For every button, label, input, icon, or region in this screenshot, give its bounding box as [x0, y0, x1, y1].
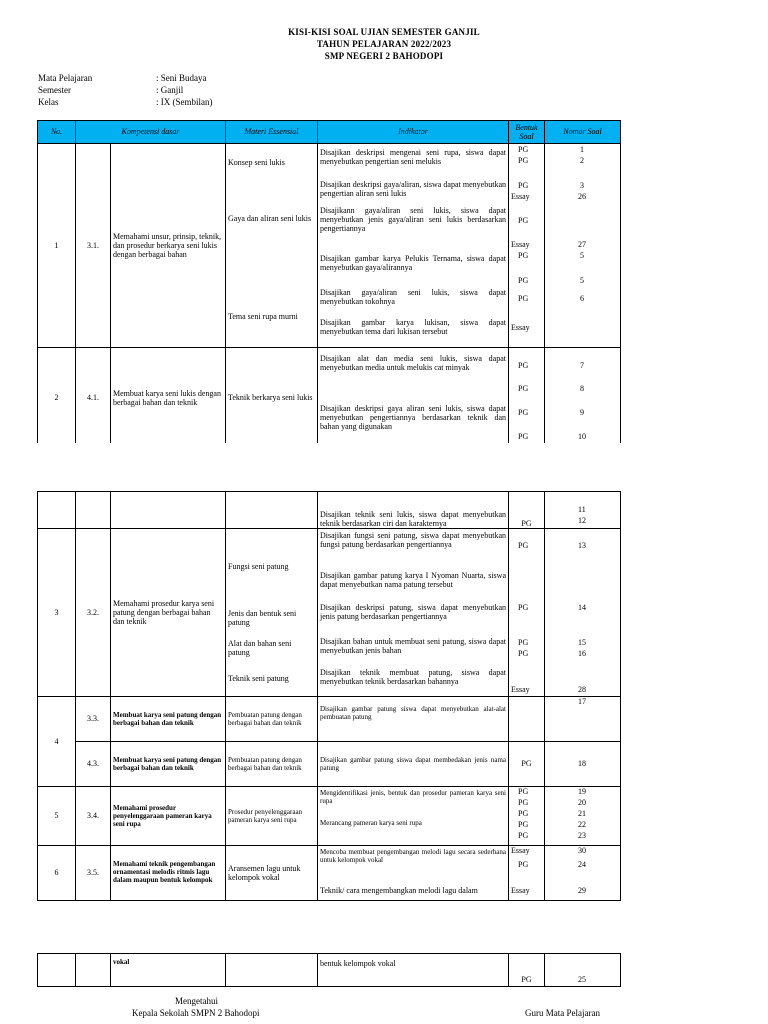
nomor-item: 3 — [580, 181, 584, 190]
page-break — [0, 901, 768, 953]
indikator-cell — [318, 348, 509, 449]
kd-text: Membuat karya seni patung dengan berbagai bahan dan teknik — [111, 697, 226, 742]
nomor-item: 25 — [545, 954, 621, 987]
bentuk-item: PG — [509, 954, 545, 987]
page-break — [0, 443, 768, 491]
materi-item: Konsep seni lukis — [228, 158, 285, 167]
bentuk-item: PG — [518, 649, 529, 658]
nomor-item: 21 — [578, 809, 586, 818]
nomor-cell — [545, 144, 621, 348]
header-indikator: Indikator — [318, 121, 509, 144]
kisi-table-page2 — [37, 491, 621, 901]
kd-text: vokal — [111, 954, 226, 987]
bentuk-item: Essay — [511, 886, 530, 895]
nomor-item: 5 — [580, 276, 584, 285]
indikator-item: Disajikan fungsi seni patung, siswa dapat menyebutkan fungsi patung berdasarkan pengertiannya — [320, 531, 506, 550]
kd-code: 3.3. — [76, 697, 111, 742]
kd-code: 3.2. — [76, 529, 111, 697]
bentuk-item: PG — [509, 492, 545, 529]
indikator-cell — [318, 787, 509, 846]
indikator-item: Disajikan deskripsi gaya aliran seni lukis, siswa dapat menyebutkan pengertiannya berdasarkan teknik dan bahan yang digunakan — [320, 404, 506, 432]
nomor-cell — [545, 529, 621, 697]
nomor-item: 28 — [578, 685, 586, 694]
kd-code: 4.3. — [76, 742, 111, 787]
bentuk-item: PG — [509, 742, 545, 787]
bentuk-item: PG — [518, 432, 529, 441]
table-row — [38, 492, 621, 529]
row-no: 1 — [38, 144, 76, 348]
bentuk-cell — [509, 348, 545, 449]
bentuk-item: Essay — [511, 192, 530, 201]
kd-text: Memahami unsur, prinsip, teknik, dan prosedur berkarya seni lukis dengan berbagai bahan — [111, 144, 226, 348]
bentuk-item: PG — [518, 638, 529, 647]
doc-year: TAHUN PELAJARAN 2022/2023 — [316, 39, 452, 49]
bentuk-item: PG — [518, 603, 529, 612]
nomor-item: 20 — [578, 798, 586, 807]
nomor-item: 7 — [580, 361, 584, 370]
nomor-item: 15 — [578, 638, 586, 647]
kd-text: Membuat karya seni lukis dengan berbagai bahan dan teknik — [111, 348, 226, 449]
bentuk-item: PG — [518, 820, 529, 829]
footer-guru: Guru Mata Pelajaran — [525, 1008, 600, 1018]
row-no: 2 — [38, 348, 76, 449]
materi-item: Pembuatan patung dengan berbagai bahan dan teknik — [226, 697, 318, 742]
bentuk-item: PG — [518, 408, 529, 417]
row-no: 5 — [38, 787, 76, 846]
nomor-item: 24 — [578, 860, 586, 869]
table-row — [38, 954, 621, 987]
nomor-cell — [545, 787, 621, 846]
bentuk-item: PG — [518, 156, 529, 165]
bentuk-item: PG — [518, 831, 529, 840]
nomor-item: 6 — [580, 294, 584, 303]
header-nomor: Nomor Soal — [545, 121, 621, 144]
indikator-item: Disajikan deskripsi patung, siswa dapat menyebutkan jenis patung berdasarkan pengertiannya — [320, 603, 506, 622]
kd-text: Membuat karya seni patung dengan berbagai bahan dan teknik — [111, 742, 226, 787]
indikator-item: Disajikan gaya/aliran seni lukis, siswa dapat menyebutkan tokohnya — [320, 288, 506, 307]
bentuk-item: PG — [518, 361, 529, 370]
materi-item: Tema seni rupa murni — [228, 312, 298, 321]
materi-item: Teknik seni patung — [228, 674, 289, 683]
nomor-item: 5 — [580, 251, 584, 260]
indikator-cell — [318, 846, 509, 901]
materi-cell — [226, 144, 318, 348]
materi-item: Gaya dan aliran seni lukis — [228, 214, 312, 223]
bentuk-item: PG — [518, 809, 529, 818]
bentuk-cell — [509, 529, 545, 697]
indikator-item: Mencoba membuat pengembangan melodi lagu secara sederhana untuk kelompok vokal — [320, 848, 506, 865]
indikator-item: Disajikan teknik membuat patung, siswa dapat menyebutkan teknik berdasarkan bahannya — [320, 668, 506, 687]
row-no: 4 — [38, 697, 76, 787]
indikator-item: Disajikan bahan untuk membuat seni patung, siswa dapat menyebutkan jenis bahan — [320, 637, 506, 656]
bentuk-cell — [509, 787, 545, 846]
bentuk-item: PG — [518, 181, 529, 190]
table-row — [38, 697, 621, 742]
bentuk-cell — [509, 846, 545, 901]
nomor-item: 26 — [578, 192, 586, 201]
meta-value-subject: : Seni Budaya — [156, 73, 207, 83]
nomor-item: 13 — [578, 541, 586, 550]
table-row — [38, 529, 621, 697]
kd-code: 3.1. — [76, 144, 111, 348]
nomor-item: 22 — [578, 820, 586, 829]
indikator-item: Mengidentifikasi jenis, bentuk dan prosedur pameran karya seni rupa — [320, 789, 506, 806]
header-kompetensi: Kompetensi dasar — [76, 121, 226, 144]
kd-code: 3.5. — [76, 846, 111, 901]
bentuk-item: Essay — [511, 323, 530, 332]
bentuk-item: Essay — [511, 846, 530, 855]
table-row — [38, 742, 621, 787]
nomor-cell — [545, 492, 621, 529]
nomor-item: 2 — [580, 156, 584, 165]
row-no: 6 — [38, 846, 76, 901]
bentuk-item: PG — [518, 294, 529, 303]
table-row — [38, 787, 621, 846]
nomor-item: 1 — [580, 145, 584, 154]
indikator-item: Disajikann gaya/aliran seni lukis, siswa dapat menyebutkan jenis gaya/aliran seni lukis berdasarkan pengertiannya — [320, 206, 506, 234]
doc-school: SMP NEGERI 2 BAHODOPI — [324, 51, 444, 61]
materi-item: Fungsi seni patung — [228, 562, 289, 571]
nomor-item: 16 — [578, 649, 586, 658]
bentuk-item: Essay — [511, 685, 530, 694]
indikator-item: Disajikan gambar patung siswa dapat menyebutkan alat-alat pembuatan patung — [318, 697, 509, 742]
nomor-item: 9 — [580, 408, 584, 417]
indikator-item: Disajikan deskripsi gaya/aliran, siswa dapat menyebutkan pengertian aliran seni lukis — [320, 180, 506, 199]
nomor-item: 12 — [578, 516, 586, 525]
bentuk-item: PG — [518, 798, 529, 807]
kd-code: 4.1. — [76, 348, 111, 449]
materi-item: Aransemen lagu untuk kelompok vokal — [226, 846, 318, 901]
bentuk-item: PG — [518, 276, 529, 285]
indikator-item: Disajikan deskripsi mengenai seni rupa, siswa dapat menyebutkan pengertian seni melukis — [320, 148, 506, 167]
row-no: 3 — [38, 529, 76, 697]
nomor-item: 30 — [578, 846, 586, 855]
indikator-item: Merancang pameran karya seni rupa — [320, 819, 422, 827]
kd-code: 3.4. — [76, 787, 111, 846]
header-materi: Materi Essensial — [226, 121, 318, 144]
kd-text: Memahami prosedur penyelenggaraan pameran karya seni rupa — [111, 787, 226, 846]
meta-label-subject: Mata Pelajaran — [38, 73, 93, 83]
bentuk-item: PG — [518, 145, 529, 154]
header-bentuk: Bentuk Soal — [509, 121, 545, 144]
nomor-item: 14 — [578, 603, 586, 612]
bentuk-item: PG — [518, 384, 529, 393]
nomor-item: 11 — [578, 505, 586, 514]
bentuk-item: PG — [518, 216, 529, 225]
bentuk-item: Essay — [511, 240, 530, 249]
bentuk-item: PG — [518, 251, 529, 260]
table-row — [38, 348, 621, 449]
doc-title: KISI-KISI SOAL UJIAN SEMESTER GANJIL — [288, 27, 480, 37]
materi-item: Pembuatan patung dengan berbagai bahan dan teknik — [226, 742, 318, 787]
nomor-item: 10 — [578, 432, 586, 441]
footer-mengetahui: Mengetahui — [175, 996, 218, 1006]
bentuk-item: PG — [518, 541, 529, 550]
indikator-item: Teknik/ cara mengembangkan melodi lagu dalam — [320, 886, 478, 895]
nomor-item: 29 — [578, 886, 586, 895]
nomor-item: 17 — [545, 697, 621, 742]
indikator-item: Disajikan teknik seni lukis, siswa dapat menyebutkan teknik berdasarkan ciri dan karakternya — [318, 492, 509, 529]
bentuk-item: PG — [518, 860, 529, 869]
kisi-table-page1 — [37, 120, 621, 449]
indikator-item: bentuk kelompok vokal — [318, 954, 509, 987]
nomor-item: 27 — [578, 240, 586, 249]
nomor-item: 8 — [580, 384, 584, 393]
nomor-item: 19 — [578, 787, 586, 796]
table-row — [38, 144, 621, 348]
nomor-item: 18 — [545, 742, 621, 787]
bentuk-item: PG — [518, 787, 529, 796]
indikator-cell — [318, 529, 509, 697]
meta-value-class: : IX (Sembilan) — [156, 97, 213, 107]
nomor-cell — [545, 846, 621, 901]
materi-item: Prosedur penyelenggaraan pameran karya seni rupa — [226, 787, 318, 846]
indikator-cell — [318, 144, 509, 348]
meta-value-semester: : Ganjil — [156, 85, 184, 95]
kd-text: Memahami prosedur karya seni patung dengan berbagai bahan dan teknik — [111, 529, 226, 697]
meta-label-semester: Semester — [38, 85, 71, 95]
nomor-cell — [545, 348, 621, 449]
indikator-item: Disajikan gambar karya Pelukis Ternama, siswa dapat menyebutkan gaya/alirannya — [320, 254, 506, 273]
materi-item: Alat dan bahan seni patung — [228, 639, 292, 658]
indikator-item: Disajikan gambar patung karya I Nyoman Nuarta, siswa dapat menyebutkan nama patung tersebut — [320, 571, 506, 590]
materi-cell — [226, 529, 318, 697]
materi-item: Teknik berkarya seni lukis — [226, 348, 318, 449]
header-no: No. — [38, 121, 76, 144]
kisi-table-page3 — [37, 953, 621, 987]
nomor-item: 23 — [578, 831, 586, 840]
materi-item: Jenis dan bentuk seni patung — [228, 609, 297, 628]
kd-text: Memahami teknik pengembangan ornamentasi melodis ritmis lagu dalam maupun bentuk kelompok — [111, 846, 226, 901]
table-row — [38, 846, 621, 901]
bentuk-cell — [509, 144, 545, 348]
meta-label-class: Kelas — [38, 97, 59, 107]
indikator-item: Disajikan gambar patung siswa dapat membedakan jenis nama patung — [318, 742, 509, 787]
footer-kepala-sekolah: Kepala Sekolah SMPN 2 Bahodopi — [132, 1008, 260, 1018]
indikator-item: Disajikan alat dan media seni lukis, siswa dapat menyebutkan media untuk melukis cat minyak — [320, 354, 506, 373]
indikator-item: Disajikan gambar karya lukisan, siswa dapat menyebutkan tema dari lukisan tersebut — [320, 318, 506, 337]
